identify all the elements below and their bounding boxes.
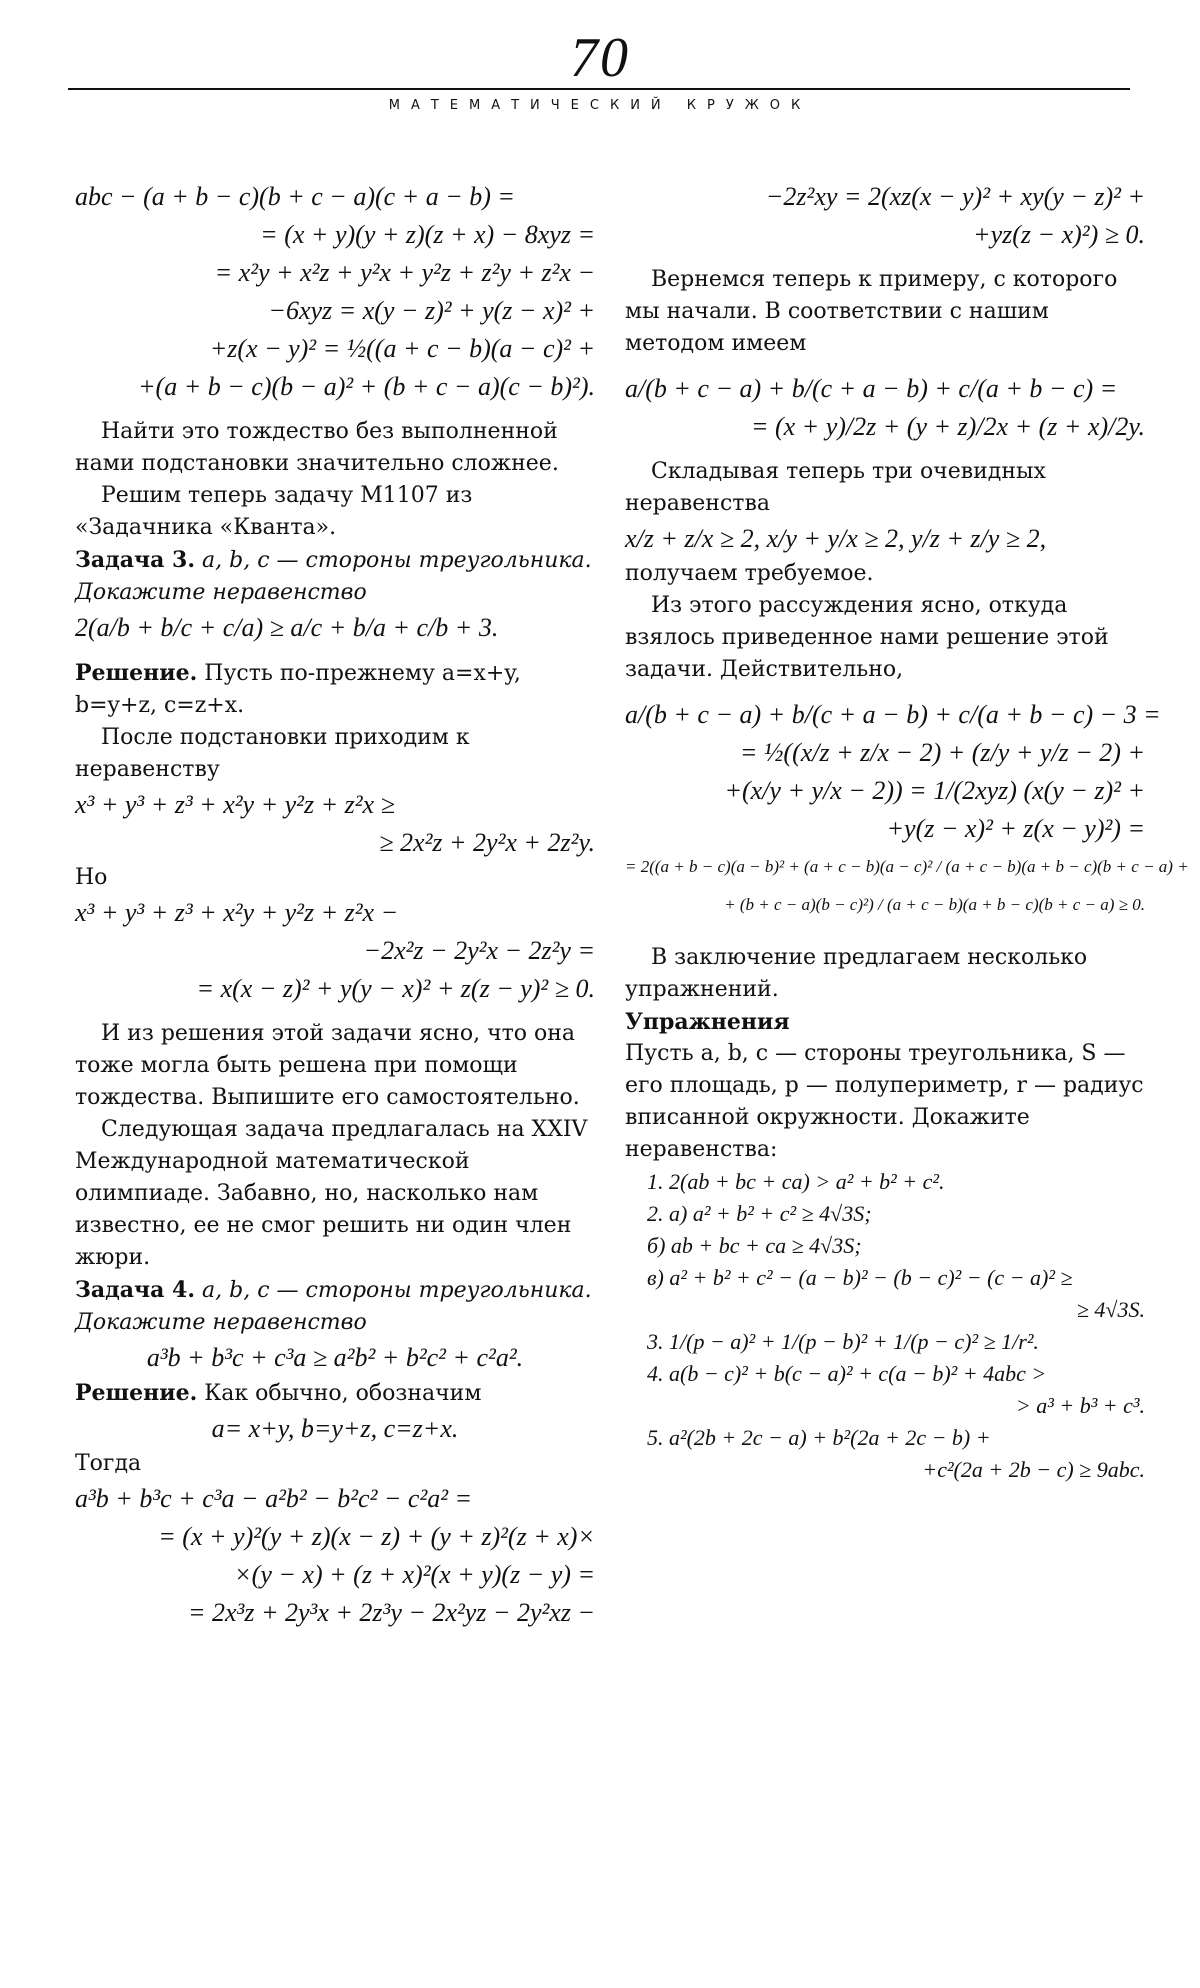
header-rule [68,88,1130,90]
math-line: ≥ 2x²z + 2y²x + 2z²y. [379,828,595,857]
left-column [75,178,595,1632]
task-3 [75,544,595,609]
math-line: −2x²z − 2y²x − 2z²y = [363,936,595,965]
math-line: abc − (a + b − c)(b + c − a)(c + a − b) = [75,182,515,211]
exercise-item: 4. a(b − c)² + b(c − a)² + c(a − b)² + 4abc > [647,1361,1047,1386]
math-line: x/z + z/x ≥ 2, x/y + y/x ≥ 2, y/z + z/y ≥ 2, [625,524,1047,553]
paragraph: После подстановки приходим к неравенству [75,725,470,782]
math-line: a/(b + c − a) + b/(c + a − b) + c/(a + b − c) = [625,374,1118,403]
math-line: −6xyz = x(y − z)² + y(z − x)² + [268,296,595,325]
paragraph: Из этого рассуждения ясно, откуда взялось приведенное нами решение этой задачи. Действительно, [625,593,1109,682]
solution-title: Решение. [75,1380,198,1406]
solution-3 [75,657,595,722]
math-line: x³ + y³ + z³ + x²y + y²z + z²x − [75,898,399,927]
paragraph: Найти это тождество без выполненной нами подстановки значительно сложнее. [75,419,559,476]
exercise-list [625,1166,1145,1486]
solution-text: Пусть по-прежнему a=x+y, b=y+z, c=z+x. [75,661,521,718]
paragraph: Следующая задача предлагалась на XXIV Международной математической олимпиаде. Забавно, но, насколько нам известно, ее не смог решить ни один член жюри. [75,1117,588,1270]
paragraph: Вернемся теперь к примеру, с которого мы начали. В соответствии с нашим методом имеем [625,267,1118,356]
math-line: = (x + y)²(y + z)(x − z) + (y + z)²(z + x)× [158,1522,595,1551]
exercise-item: в) a² + b² + c² − (a − b)² − (b − c)² − (c − a)² ≥ [647,1265,1073,1290]
math-line: a³b + b³c + c³a ≥ a²b² + b²c² + c²a². [146,1343,524,1372]
math-line: +(a + b − c)(b − a)² + (b + c − a)(c − b)²). [138,372,595,401]
exercises-title: Упражнения [625,1009,790,1035]
math-line: = x²y + x²z + y²x + y²z + z²y + z²x − [214,258,595,287]
exercise-item: 1. 2(ab + bc + ca) > a² + b² + c². [647,1169,945,1194]
paragraph: И из решения этой задачи ясно, что она тоже могла быть решена при помощи тождества. Выпишите его самостоятельно. [75,1021,580,1110]
paragraph: получаем требуемое. [625,561,874,586]
math-line: = 2((a + b − c)(a − b)² + (a + c − b)(a − c)² / (a + c − b)(a + b − c)(b + c − a) + [625,857,1189,876]
math-line: a³b + b³c + c³a − a²b² − b²c² − c²a² = [75,1484,473,1513]
exercise-item: б) ab + bc + ca ≥ 4√3S; [647,1233,862,1258]
math-line: ×(y − x) + (z + x)²(x + y)(z − y) = [234,1560,595,1589]
exercises-intro: Пусть a, b, c — стороны треугольника, S — его площадь, p — полупериметр, r — радиус вписанной окружности. Докажите неравенства: [625,1041,1144,1162]
math-line: +yz(z − x)²) ≥ 0. [973,220,1145,249]
solution-title: Решение. [75,660,198,686]
exercise-item: > a³ + b³ + c³. [1015,1393,1145,1418]
task-title: Задача 4. [75,1277,196,1303]
paragraph: Складывая теперь три очевидных неравенства [625,459,1046,516]
paragraph: Решим теперь задачу М1107 из «Задачника «Кванта». [75,483,473,540]
math-line: + (b + c − a)(b − c)²) / (a + c − b)(a + b − c)(b + c − a) ≥ 0. [724,895,1145,914]
task-title: Задача 3. [75,547,196,573]
page-number: 70 [570,27,630,89]
paragraph: В заключение предлагаем несколько упражнений. [625,945,1088,1002]
math-line: x³ + y³ + z³ + x²y + y²z + z²x ≥ [75,790,395,819]
math-line: +y(z − x)² + z(x − y)²) = [886,814,1145,843]
task-text: a, b, c — стороны треугольника. Докажите неравенство [75,1278,592,1335]
identity-equation [75,178,595,406]
math-line: = (x + y)/2z + (y + z)/2x + (z + x)/2y. [750,412,1145,441]
paragraph: Но [75,865,108,890]
math-line: = ½((x/z + z/x − 2) + (z/y + y/z − 2) + [739,738,1145,767]
right-column [625,178,1189,1486]
exercise-item: +c²(2a + 2b − c) ≥ 9abc. [922,1457,1145,1482]
task-text: a, b, c — стороны треугольника. Докажите неравенство [75,548,592,605]
exercise-item: 2. а) a² + b² + c² ≥ 4√3S; [647,1201,872,1226]
math-line: = (x + y)(y + z)(z + x) − 8xyz = [260,220,595,249]
math-line: −2z²xy = 2(xz(x − y)² + xy(y − z)² + [765,182,1145,211]
math-line: = 2x³z + 2y³x + 2z³y − 2x²yz − 2y²xz − [187,1598,595,1627]
math-line: +z(x − y)² = ½((a + c − b)(a − c)² + [209,334,595,363]
running-head: МАТЕМАТИЧЕСКИЙ КРУЖОК [388,98,812,113]
exercise-item: ≥ 4√3S. [1076,1297,1145,1322]
math-line: +(x/y + y/x − 2)) = 1/(2xyz) (x(y − z)² + [724,776,1145,805]
exercise-item: 5. a²(2b + 2c − a) + b²(2a + 2c − b) + [647,1425,991,1450]
math-line: = x(x − z)² + y(y − x)² + z(z − y)² ≥ 0. [196,974,595,1003]
paragraph: Тогда [75,1451,142,1476]
math-line: a= x+y, b=y+z, c=z+x. [211,1414,459,1443]
math-line: 2(a/b + b/c + c/a) ≥ a/c + b/a + c/b + 3. [75,613,499,642]
task-4 [75,1274,595,1339]
solution-text: Как обычно, обозначим [204,1381,482,1406]
exercise-item: 3. 1/(p − a)² + 1/(p − b)² + 1/(p − c)² ≥ 1/r². [647,1329,1039,1354]
math-line: a/(b + c − a) + b/(c + a − b) + c/(a + b − c) − 3 = [625,700,1161,729]
solution-4 [75,1377,595,1410]
